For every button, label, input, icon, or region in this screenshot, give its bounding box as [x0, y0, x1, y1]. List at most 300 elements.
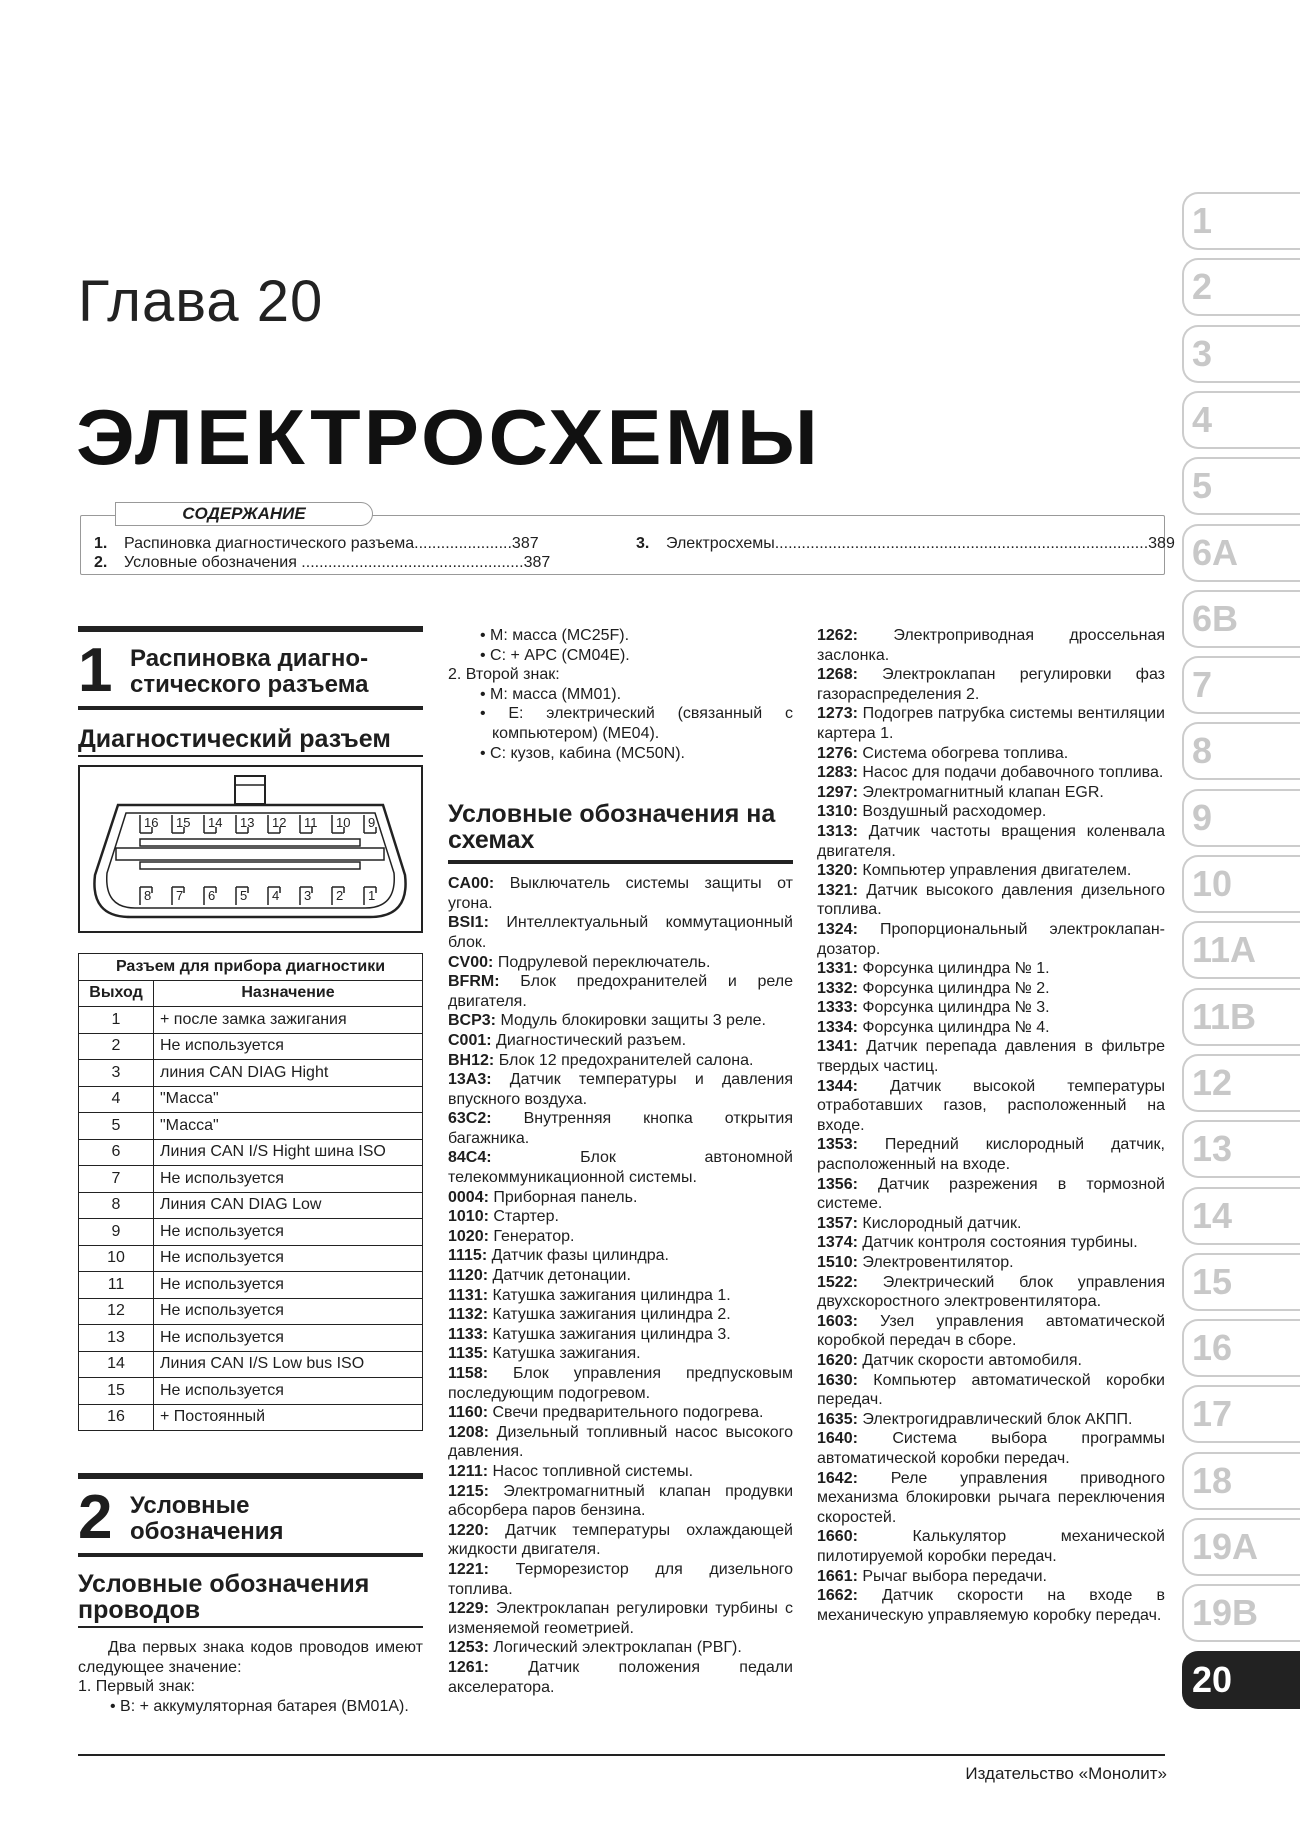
- list-item: • М: масса (ММ01).: [480, 685, 622, 703]
- chapter-tab-18[interactable]: 18: [1182, 1452, 1300, 1510]
- list-item: • С: кузов, кабина (МС50N).: [480, 744, 685, 762]
- code: 1211:: [448, 1462, 489, 1480]
- chapter-tab-4[interactable]: 4: [1182, 391, 1300, 449]
- code-item: [448, 1246, 793, 1266]
- code: CA00:: [448, 875, 495, 893]
- code-desc: Насос топливной системы.: [492, 1462, 694, 1480]
- code: 1510:: [817, 1254, 858, 1271]
- table-row: [79, 1245, 423, 1272]
- pin-purpose: Не используется: [154, 1272, 423, 1299]
- chapter-tab-3[interactable]: 3: [1182, 325, 1300, 383]
- pin-label: 11: [304, 815, 318, 830]
- chapter-tab-20[interactable]: 20: [1182, 1651, 1300, 1709]
- code-desc: Реле управления приводного механизма блокировки рычага переключения скоростей.: [817, 1469, 1165, 1526]
- pin-label: 5: [240, 888, 248, 903]
- code-item: [448, 1344, 793, 1364]
- code: 1640:: [817, 1430, 858, 1448]
- code-item: [448, 1658, 793, 1697]
- code-item: [817, 802, 1165, 822]
- code-desc: Электромагнитный клапан EGR.: [862, 783, 1104, 801]
- code-item: [817, 861, 1165, 881]
- chapter-tab-19B[interactable]: 19B: [1182, 1584, 1300, 1642]
- code-desc: Подрулевой переключатель.: [497, 953, 711, 971]
- code: 1135:: [448, 1345, 489, 1363]
- code: 1331:: [817, 960, 858, 978]
- code-item: [817, 920, 1165, 959]
- table-row: [79, 1007, 423, 1034]
- chapter-tab-2[interactable]: 2: [1182, 258, 1300, 316]
- chapter-tab-14[interactable]: 14: [1182, 1187, 1300, 1245]
- section-2-number: 2: [78, 1483, 113, 1552]
- code: 1208:: [448, 1423, 489, 1441]
- code-desc: Датчик детонации.: [492, 1267, 631, 1285]
- obd-connector-drawing: [80, 767, 421, 931]
- column-3: [817, 626, 1165, 1625]
- code-desc: Компьютер автоматической коробки передач.: [817, 1371, 1165, 1409]
- code-desc: Система обогрева топлива.: [862, 744, 1069, 762]
- code-item: [448, 1227, 793, 1247]
- code-desc: Датчик положения педали акселератора.: [448, 1658, 793, 1696]
- toc-item-3[interactable]: 3. Электросхемы....................................................................................389: [636, 535, 1175, 552]
- code-desc: Воздушный расходомер.: [862, 803, 1047, 821]
- code: CV00:: [448, 953, 494, 971]
- pin-label: 10: [336, 815, 351, 830]
- code-item: [448, 1560, 793, 1599]
- chapter-tab-6B[interactable]: 6B: [1182, 590, 1300, 648]
- table-row: [79, 1139, 423, 1166]
- code-item: [817, 1018, 1165, 1038]
- code: 1661:: [817, 1567, 858, 1585]
- code-desc: Блок 12 предохранителей салона.: [498, 1051, 754, 1069]
- code-desc: Датчик температуры и давления впускного воздуха.: [448, 1071, 793, 1108]
- code-desc: Форсунка цилиндра № 3.: [862, 999, 1050, 1017]
- code-item: [448, 1482, 793, 1521]
- code-item: [817, 1233, 1165, 1253]
- pin-label: 12: [272, 815, 287, 830]
- code-desc: Форсунка цилиндра № 4.: [862, 1018, 1050, 1036]
- code-desc: Внутренняя кнопка открытия багажника.: [448, 1110, 793, 1147]
- column-1: [78, 626, 423, 1716]
- obd-connector-diagram: [78, 765, 423, 933]
- table-row: [79, 1060, 423, 1087]
- code: 0004:: [448, 1188, 489, 1206]
- code-item: [817, 1312, 1165, 1351]
- code-item: [817, 998, 1165, 1018]
- wire-first-sign-b: • В: + аккумуляторная батарея (ВМ01А).: [110, 1697, 409, 1715]
- code-item: [817, 1567, 1165, 1587]
- code-item: [817, 1371, 1165, 1410]
- pin-label: 6: [208, 888, 216, 903]
- code-item: [817, 1037, 1165, 1076]
- code-desc: Подогрев патрубка системы вентиляции картера 1.: [817, 705, 1165, 742]
- table-row: [79, 1086, 423, 1113]
- code: 1253:: [448, 1639, 489, 1657]
- code-desc: Форсунка цилиндра № 1.: [862, 960, 1050, 978]
- code: 1662:: [817, 1587, 858, 1605]
- pin-number: 13: [79, 1325, 154, 1352]
- diag-connector-heading: Диагностический разъем: [78, 726, 423, 757]
- code-desc: Выключатель системы защиты от угона.: [448, 875, 794, 912]
- pin-label: 3: [304, 888, 312, 903]
- code: 1313:: [817, 822, 858, 840]
- code-item: [817, 1214, 1165, 1234]
- code-item: [817, 1586, 1165, 1625]
- toc-item-1[interactable]: 1. Распиновка диагностического разъема......................387: [94, 535, 539, 552]
- code-item: [448, 1638, 793, 1658]
- pin-label: 4: [272, 888, 280, 903]
- toc-item-2[interactable]: 2. Условные обозначения ..................................................387: [94, 554, 551, 571]
- pin-number: 11: [79, 1272, 154, 1299]
- code-desc: Датчик разрежения в тормозной системе.: [817, 1175, 1165, 1213]
- pin-label: 7: [176, 888, 184, 903]
- code-item: [448, 1148, 793, 1187]
- pin-purpose: Не используется: [154, 1325, 423, 1352]
- code-item: [448, 1364, 793, 1403]
- pin-purpose: линия CAN DIAG Hight: [154, 1060, 423, 1087]
- code: 1276:: [817, 744, 858, 762]
- pin-number: 3: [79, 1060, 154, 1087]
- table-of-contents: [80, 504, 1175, 575]
- chapter-tab-12[interactable]: 12: [1182, 1054, 1300, 1112]
- code-desc: Датчик высокого давления дизельного топлива.: [817, 881, 1165, 919]
- code-item: [448, 1423, 793, 1462]
- code: BCP3:: [448, 1012, 497, 1030]
- code: 1010:: [448, 1208, 489, 1226]
- pin-purpose: Не используется: [154, 1219, 423, 1246]
- code-desc: Блок предохранителей и реле двигателя.: [448, 973, 793, 1010]
- code-desc: Датчик перепада давления в фильтре твердых частиц.: [817, 1038, 1166, 1076]
- pin-number: 16: [79, 1404, 154, 1431]
- column-2: [448, 626, 793, 1697]
- code-desc: Терморезистор для дизельного топлива.: [448, 1560, 793, 1598]
- pin-label: 16: [144, 815, 159, 830]
- code-item: [448, 1051, 793, 1071]
- code-item: [448, 1521, 793, 1560]
- code-desc: Электровентилятор.: [862, 1254, 1014, 1271]
- chapter-tab-11B[interactable]: 11B: [1182, 988, 1300, 1046]
- code: 1221:: [448, 1560, 489, 1578]
- code-desc: Блок управления предпусковым последующим подогревом.: [448, 1365, 793, 1402]
- code-item: [817, 1175, 1165, 1214]
- code: 1220:: [448, 1521, 489, 1539]
- code-desc: Компьютер управления двигателем.: [862, 862, 1132, 880]
- code-desc: Датчик скорости на входе в механическую управляемую коробку передач.: [817, 1587, 1165, 1624]
- code-item: [448, 1403, 793, 1423]
- code: 84C4:: [448, 1149, 492, 1167]
- code: 1115:: [448, 1247, 488, 1265]
- code-item: [817, 665, 1165, 704]
- code-item: [448, 1011, 793, 1031]
- code: 1158:: [448, 1365, 489, 1382]
- list-item: • М: масса (МС25F).: [480, 627, 630, 644]
- code-desc: Насос для подачи добавочного топлива.: [862, 764, 1164, 782]
- table-row: [79, 1192, 423, 1219]
- code: 1356:: [817, 1175, 858, 1193]
- pin-number: 1: [79, 1007, 154, 1034]
- chapter-label: Глава 20: [78, 269, 324, 334]
- code-item: [448, 1462, 793, 1482]
- pin-number: 10: [79, 1245, 154, 1272]
- code: 1321:: [817, 881, 858, 899]
- chapter-tab-16[interactable]: 16: [1182, 1319, 1300, 1377]
- code-desc: Кислородный датчик.: [862, 1214, 1022, 1232]
- pin-label: 2: [336, 888, 344, 903]
- pin-purpose: Не используется: [154, 1033, 423, 1060]
- code-item: [817, 1077, 1165, 1136]
- list-item: • Е: электрический (связанный с компьютером) (МЕ04).: [480, 705, 793, 742]
- table-row: [79, 1404, 423, 1431]
- section-2-header: [78, 1473, 423, 1557]
- code: 1283:: [817, 764, 858, 782]
- code-desc: Стартер.: [493, 1208, 559, 1226]
- code-desc: Рычаг выбора передачи.: [862, 1567, 1047, 1585]
- code-item: [448, 913, 793, 952]
- pin-number: 6: [79, 1139, 154, 1166]
- code-item: [448, 1070, 793, 1109]
- chapter-tab-1[interactable]: 1: [1182, 192, 1300, 250]
- chapter-tab-11A[interactable]: 11A: [1182, 921, 1300, 979]
- table-row: [79, 1325, 423, 1352]
- pin-number: 12: [79, 1298, 154, 1325]
- pin-purpose: Линия CAN DIAG Low: [154, 1192, 423, 1219]
- code-desc: Катушка зажигания.: [492, 1345, 641, 1363]
- code: 1273:: [817, 705, 858, 723]
- code-desc: Система выбора программы автоматической коробки передач.: [817, 1430, 1166, 1467]
- code: 1341:: [817, 1038, 858, 1056]
- publisher-name: Издательство «Монолит»: [965, 1764, 1167, 1783]
- code-desc: Датчик контроля состояния турбины.: [862, 1234, 1138, 1252]
- pin-label: 13: [240, 815, 255, 830]
- code-item: [817, 881, 1165, 920]
- pin-number: 7: [79, 1166, 154, 1193]
- code: BSI1:: [448, 914, 489, 932]
- schematic-symbols-heading: Условные обозначения на схемах: [448, 800, 776, 855]
- list-item: 2. Второй знак:: [448, 666, 560, 684]
- code-item: [448, 874, 793, 913]
- wire-codes-heading: Условные обозначения проводов: [78, 1571, 423, 1628]
- chapter-tab-5[interactable]: 5: [1182, 457, 1300, 515]
- pin-label: 9: [368, 815, 376, 830]
- table-row: [79, 1272, 423, 1299]
- code-item: [817, 1273, 1165, 1312]
- chapter-tab-19A[interactable]: 19A: [1182, 1518, 1300, 1576]
- code-item: [448, 1325, 793, 1345]
- code-desc: Приборная панель.: [493, 1188, 638, 1206]
- code-desc: Модуль блокировки защиты 3 реле.: [500, 1012, 766, 1030]
- chapter-tab-17[interactable]: 17: [1182, 1385, 1300, 1443]
- code-item: [817, 1135, 1165, 1174]
- code: 1620:: [817, 1351, 858, 1369]
- code: 1261:: [448, 1658, 489, 1676]
- code: 1160:: [448, 1404, 489, 1422]
- chapter-tab-6A[interactable]: 6A: [1182, 524, 1300, 582]
- code-desc: Катушка зажигания цилиндра 1.: [492, 1286, 731, 1304]
- code-desc: Логический электроклапан (РВГ).: [493, 1639, 742, 1657]
- code: 1522:: [817, 1273, 858, 1291]
- code-desc: Узел управления автоматической коробкой передач в сборе.: [817, 1312, 1166, 1350]
- code: 1642:: [817, 1469, 858, 1487]
- pin-number: 14: [79, 1351, 154, 1378]
- code: 1262:: [817, 627, 858, 644]
- footer-divider: [78, 1754, 1165, 1756]
- code: 1215:: [448, 1482, 489, 1500]
- section-2-title: Условные обозначения: [130, 1492, 284, 1545]
- code-desc: Калькулятор механической пилотируемой коробки передач.: [817, 1528, 1165, 1565]
- code-item: [817, 959, 1165, 979]
- code-desc: Диагностический разъем.: [496, 1031, 687, 1049]
- code-desc: Форсунка цилиндра № 2.: [862, 979, 1050, 997]
- code-item: [817, 1429, 1165, 1468]
- code-desc: Электромагнитный клапан продувки абсорбера паров бензина.: [448, 1482, 794, 1520]
- code-desc: Дизельный топливный насос высокого давления.: [448, 1423, 793, 1461]
- table-row: [79, 1033, 423, 1060]
- code-item: [817, 979, 1165, 999]
- code: 1268:: [817, 666, 858, 684]
- chapter-tab-7[interactable]: 7: [1182, 656, 1300, 714]
- code-item: [448, 1188, 793, 1208]
- code-desc: Датчик скорости автомобиля.: [862, 1351, 1082, 1369]
- code-item: [448, 1109, 793, 1148]
- code-desc: Передний кислородный датчик, расположенный на входе.: [817, 1136, 1165, 1174]
- code: 1333:: [817, 999, 858, 1017]
- chapter-tab-9[interactable]: 9: [1182, 789, 1300, 847]
- chapter-tab-10[interactable]: 10: [1182, 855, 1300, 913]
- code-item: [448, 972, 793, 1011]
- table-row: [79, 1298, 423, 1325]
- pin-purpose: Не используется: [154, 1378, 423, 1405]
- toc-heading: СОДЕРЖАНИЕ: [115, 502, 373, 526]
- code: 13A3:: [448, 1071, 492, 1089]
- code-item: [448, 953, 793, 973]
- code: 1660:: [817, 1528, 858, 1546]
- code-desc: Датчик фазы цилиндра.: [491, 1247, 669, 1265]
- pin-label: 15: [176, 815, 191, 830]
- wire-first-sign: 1. Первый знак:: [78, 1678, 195, 1696]
- code-item: [448, 1207, 793, 1227]
- code: 1374:: [817, 1234, 858, 1252]
- table-row: [79, 1378, 423, 1405]
- col-header-purpose: Назначение: [154, 980, 423, 1007]
- pin-purpose: Не используется: [154, 1166, 423, 1193]
- code-desc: Электрогидравлический блок АКПП.: [862, 1410, 1133, 1428]
- code-item: [817, 1253, 1165, 1273]
- pin-label: 8: [144, 888, 152, 903]
- code: C001:: [448, 1031, 492, 1049]
- list-item: • С: + АРС (СМ04Е).: [480, 646, 630, 664]
- pin-number: 4: [79, 1086, 154, 1113]
- code: 1120:: [448, 1267, 489, 1285]
- wire-codes-intro: Два первых знака кодов проводов имеют следующее значение:: [78, 1639, 423, 1676]
- code-item: [448, 1599, 793, 1638]
- code: 1603:: [817, 1312, 858, 1330]
- chapter-tab-13[interactable]: 13: [1182, 1120, 1300, 1178]
- code-desc: Электроприводная дроссельная заслонка.: [817, 627, 1165, 664]
- code-item: [817, 763, 1165, 783]
- code-item: [448, 1305, 793, 1325]
- table-row: [79, 1351, 423, 1378]
- code-desc: Датчик высокой температуры отработавших газов, расположенный на входе.: [817, 1077, 1165, 1134]
- code-desc: Катушка зажигания цилиндра 3.: [492, 1325, 731, 1343]
- pin-label: 14: [208, 815, 223, 830]
- col-header-pin: Выход: [79, 980, 154, 1007]
- pin-purpose: Не используется: [154, 1245, 423, 1272]
- chapter-tab-15[interactable]: 15: [1182, 1253, 1300, 1311]
- pin-number: 5: [79, 1113, 154, 1140]
- code: 1020:: [448, 1227, 489, 1245]
- code: 1310:: [817, 803, 858, 821]
- pin-number: 2: [79, 1033, 154, 1060]
- code-desc: Датчик частоты вращения коленвала двигателя.: [817, 822, 1165, 860]
- table-row: [79, 1113, 423, 1140]
- code: 1324:: [817, 920, 858, 938]
- code-item: [817, 744, 1165, 764]
- code: 1332:: [817, 979, 858, 997]
- pin-purpose: Линия CAN I/S Hight шина ISO: [154, 1139, 423, 1166]
- code-desc: Пропорциональный электроклапан-дозатор.: [817, 920, 1165, 958]
- code-item: [817, 1469, 1165, 1528]
- code: BFRM:: [448, 973, 500, 991]
- pin-purpose: "Масса": [154, 1113, 423, 1140]
- code: 1229:: [448, 1600, 489, 1618]
- table-caption: Разъем для прибора диагностики: [79, 954, 423, 981]
- page-title: ЭЛЕКТРОСХЕМЫ: [76, 393, 822, 481]
- code-item: [817, 1351, 1165, 1371]
- code: 1344:: [817, 1077, 858, 1095]
- component-codes-list-2: [817, 626, 1165, 1625]
- code-item: [817, 822, 1165, 861]
- code: BH12:: [448, 1051, 495, 1069]
- code-item: [817, 704, 1165, 743]
- pin-number: 8: [79, 1192, 154, 1219]
- pin-purpose: Не используется: [154, 1298, 423, 1325]
- pin-number: 9: [79, 1219, 154, 1246]
- section-1-title: Распиновка диагно- стического разъема: [130, 645, 369, 698]
- code: 1353:: [817, 1136, 858, 1154]
- table-row: [79, 1166, 423, 1193]
- code-item: [817, 626, 1165, 665]
- code-desc: Катушка зажигания цилиндра 2.: [492, 1306, 731, 1324]
- code: 1133:: [448, 1325, 489, 1343]
- code-item: [817, 1527, 1165, 1566]
- chapter-tab-8[interactable]: 8: [1182, 722, 1300, 780]
- code-item: [817, 1410, 1165, 1430]
- code: 1131:: [448, 1286, 489, 1304]
- code: 1132:: [448, 1306, 489, 1324]
- pin-purpose: Линия CAN I/S Low bus ISO: [154, 1351, 423, 1378]
- pin-purpose: "Масса": [154, 1086, 423, 1113]
- wire-signs-list: [448, 626, 793, 763]
- code-desc: Датчик температуры охлаждающей жидкости двигателя.: [448, 1521, 793, 1559]
- code-desc: Интеллектуальный коммутационный блок.: [448, 914, 793, 951]
- code-item: [448, 1286, 793, 1306]
- code-desc: Электроклапан регулировки турбины с изменяемой геометрией.: [448, 1600, 793, 1637]
- section-1-header: [78, 626, 423, 710]
- code: 63C2:: [448, 1110, 492, 1128]
- code-item: [448, 1031, 793, 1051]
- pin-purpose: + после замка зажигания: [154, 1007, 423, 1034]
- pinout-table: [78, 953, 423, 1431]
- code: 1635:: [817, 1410, 858, 1428]
- code: 1334:: [817, 1018, 858, 1036]
- code: 1297:: [817, 783, 858, 801]
- code-desc: Генератор.: [493, 1227, 575, 1245]
- pin-purpose: + Постоянный: [154, 1404, 423, 1431]
- code-desc: Свечи предварительного подогрева.: [492, 1404, 764, 1422]
- code: 1357:: [817, 1214, 858, 1232]
- code-desc: Электроклапан регулировки фаз газораспределения 2.: [817, 666, 1165, 703]
- code-item: [817, 783, 1165, 803]
- code: 1320:: [817, 862, 858, 880]
